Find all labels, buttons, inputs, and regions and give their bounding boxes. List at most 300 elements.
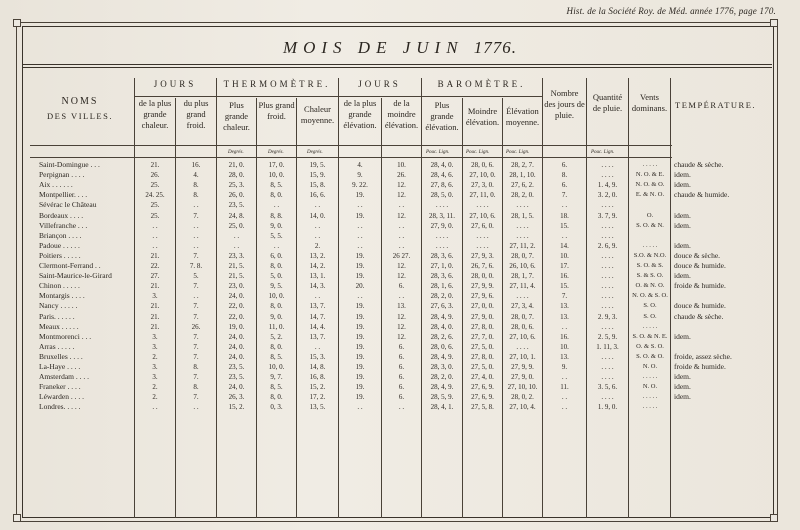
town-name: Bordeaux . . . . [39, 210, 84, 220]
day-max-elevation: 19. [355, 272, 365, 281]
rain-quantity: . . . . [601, 393, 614, 402]
baro-mean: 27, 9, 9. [511, 363, 534, 371]
baro-max: 27, 9, 0. [430, 221, 454, 230]
day-max-heat: 22. [150, 262, 160, 270]
group-rule [338, 96, 421, 97]
baro-mean: 28, 0, 7. [511, 251, 534, 260]
dominant-winds: N. O. & E. [635, 171, 665, 179]
day-max-heat: . . [152, 231, 158, 240]
therm-min: 9, 0. [270, 312, 283, 321]
baro-min: 27, 9, 6. [471, 292, 494, 301]
day-max-heat: 21. [150, 302, 160, 311]
baro-min: 27, 10, 0. [469, 171, 496, 180]
rain-days: . . [561, 322, 568, 331]
day-min-cold: 7. [193, 393, 199, 402]
dominant-winds: S. O. & S. [636, 262, 664, 269]
therm-max: 23, 5. [228, 373, 245, 382]
rain-days: 10. [560, 251, 569, 260]
day-max-heat: . . [152, 241, 158, 250]
rain-days: . . [561, 373, 568, 382]
day-max-heat: 27. [150, 272, 160, 281]
therm-max: 24, 8. [228, 211, 245, 220]
baro-min: 28, 0, 6. [471, 161, 494, 169]
day-min-elevation: 12. [397, 312, 406, 321]
town-name: Villefranche . . . [39, 220, 88, 230]
baro-min: 27, 11, 0. [469, 191, 496, 200]
day-max-heat: 2. [152, 352, 158, 361]
rain-quantity: . . . . [601, 251, 614, 260]
therm-max: 19, 0. [228, 322, 245, 331]
baro-min: 27, 4, 0. [471, 373, 494, 382]
therm-mean: . . [314, 292, 321, 301]
therm-mean: 14, 8. [309, 363, 326, 371]
baro-min: 27, 10, 6. [469, 211, 496, 220]
baro-max: 27, 6, 3. [430, 302, 454, 311]
day-max-heat: 21. [150, 161, 160, 169]
header-rule [30, 145, 672, 146]
baro-max: . . . . [435, 231, 449, 240]
therm-max: 24, 0. [228, 292, 245, 301]
dominant-winds: N. O. & O. [635, 181, 665, 189]
therm-max: 24, 0. [228, 383, 245, 392]
day-max-heat: 21. [150, 251, 160, 260]
day-max-elevation: . . [357, 292, 363, 301]
dominant-winds: O. [646, 211, 654, 219]
frame-corner [770, 514, 778, 522]
day-max-heat: . . [152, 221, 158, 230]
rain-days: 7. [561, 191, 568, 200]
rain-days: 6. [561, 161, 568, 169]
day-min-elevation: 10. [397, 161, 406, 169]
dominant-winds: S. O. & N. [636, 221, 664, 229]
table-row [0, 332, 800, 342]
header-baro-moyenne: Élévation moyenne. [505, 106, 540, 127]
names-header [30, 94, 130, 124]
title-month: MOIS DE JUIN [282, 38, 464, 57]
dominant-winds: . . . . . [642, 322, 658, 330]
day-min-cold: 7. 8. [189, 262, 203, 270]
rain-days: 7. [561, 292, 568, 301]
rain-days: 16. [560, 272, 569, 281]
table-row [0, 190, 800, 200]
day-min-cold: . . [193, 241, 199, 250]
header-vents: Vents dominans. [631, 92, 668, 113]
baro-mean: 27, 11, 2. [509, 241, 536, 250]
day-max-elevation: 19. [355, 322, 365, 331]
therm-min: . . [273, 201, 280, 210]
therm-max: 25, 0. [228, 221, 245, 230]
therm-max: 21, 5. [228, 262, 245, 270]
baro-min: 27, 7, 0. [471, 332, 494, 341]
therm-max: 23, 5. [228, 363, 245, 371]
baro-min: 27, 6, 9. [471, 393, 494, 402]
day-min-elevation: 12. [397, 181, 406, 190]
town-name: Montargis . . . . [39, 291, 85, 301]
header-jours: JOURS [153, 79, 197, 89]
frame-corner [13, 514, 21, 522]
therm-mean: 15, 8. [309, 181, 326, 190]
unit-pouces-lignes: Pouc. Lign. [426, 150, 450, 155]
dominant-winds: S.O. & N.O. [633, 251, 667, 259]
dominant-winds: . . . . . [642, 161, 658, 168]
baro-max: . . . . [435, 201, 449, 210]
rain-quantity: 3. 7, 9. [597, 211, 618, 220]
therm-mean: 15, 9. [309, 171, 326, 180]
therm-mean: . . [314, 201, 321, 210]
baro-mean: 27, 10, 4. [509, 403, 536, 412]
day-max-elevation: 19. [355, 363, 365, 371]
day-min-cold: 8. [193, 383, 199, 392]
town-name: La-Haye . . . . [39, 362, 81, 371]
rain-quantity: 2. 9, 3. [597, 312, 618, 321]
baro-mean: . . . . [516, 201, 529, 210]
rain-days: 18. [560, 211, 569, 220]
day-min-cold: 4. [193, 171, 199, 180]
day-max-heat: 2. [152, 393, 158, 402]
baro-max: . . . . [435, 241, 449, 250]
group-rule [134, 96, 216, 97]
therm-min: 8, 0. [270, 191, 283, 200]
town-name: Saint-Maurice-le-Girard [39, 271, 112, 281]
day-max-heat: 21. [150, 322, 160, 331]
day-min-elevation: 6. [398, 373, 405, 382]
town-name: Perpignan . . . . [39, 170, 85, 180]
baro-max: 28, 3, 0. [430, 363, 454, 371]
day-min-elevation: 12. [397, 191, 406, 200]
day-max-elevation: 19. [355, 262, 365, 270]
dominant-winds: N. O. & S. O. [632, 292, 668, 300]
day-min-elevation: 12. [397, 332, 406, 341]
dominant-winds: . . . . . [642, 241, 658, 249]
header-thermometre: THERMOMÈTRE. [223, 79, 331, 89]
day-min-elevation: . . [398, 201, 405, 210]
therm-min: 10, 0. [268, 171, 285, 180]
baro-min: 27, 9, 9. [471, 282, 494, 291]
table-row [0, 200, 800, 210]
baro-min: 27, 3, 0. [471, 181, 494, 190]
baro-min: . . . . [476, 231, 489, 240]
baro-max: 28, 4, 9. [430, 352, 454, 361]
day-max-heat: 21. [150, 282, 160, 291]
therm-min: 5, 2. [270, 332, 283, 341]
therm-mean: 15, 3. [309, 352, 326, 361]
day-min-elevation: . . [398, 403, 405, 412]
day-max-heat: 3. [152, 292, 158, 301]
dominant-winds: N. O. [642, 383, 658, 391]
day-max-elevation: . . [357, 241, 363, 250]
therm-mean: . . [314, 231, 321, 240]
rain-days: 11. [560, 383, 569, 392]
unit-degres: Degrés. [228, 150, 244, 155]
unit-pouces-lignes: Pouc. Lign. [591, 150, 615, 155]
table-row [0, 342, 800, 352]
header-noms: NOMS [61, 96, 99, 107]
therm-mean: . . [314, 221, 321, 230]
rain-quantity: 2. 5, 9. [597, 332, 618, 341]
day-min-cold: 7. [193, 332, 199, 341]
baro-mean: 27, 3, 4. [511, 302, 534, 311]
town-name: Nancy . . . . . [39, 301, 78, 311]
baro-max: 28, 3, 11. [429, 211, 455, 220]
day-min-cold: 7. [193, 282, 199, 291]
baro-max: 28, 5, 9. [430, 393, 454, 402]
rain-quantity: . . . . [601, 171, 614, 180]
table-row [0, 322, 800, 332]
baro-max: 28, 4, 1. [430, 403, 454, 412]
baro-mean: 28, 2, 0. [511, 191, 534, 200]
table-row [0, 382, 800, 392]
rain-quantity: . . . . [601, 302, 614, 311]
day-min-elevation: 6. [398, 282, 405, 291]
frame-corner [770, 19, 778, 27]
day-min-elevation: 6. [398, 342, 405, 351]
temperature-remark: idem. [674, 170, 691, 180]
therm-min: 8, 5. [270, 383, 283, 392]
day-min-cold: 5. [193, 272, 199, 281]
temperature-remark: idem. [674, 210, 691, 220]
day-max-heat: 2. [152, 383, 158, 392]
rain-quantity: 3. 2, 0. [597, 191, 618, 200]
day-max-elevation: 19. [355, 342, 365, 351]
baro-mean: 28, 0, 6. [511, 322, 534, 331]
rain-quantity: . . . . [601, 262, 614, 270]
town-name: Aix . . . . . . [39, 180, 73, 190]
header-baro-moindre: Moindre élévation. [465, 106, 500, 127]
rain-days: . . [561, 231, 568, 240]
therm-mean: 14, 2. [309, 262, 326, 270]
therm-min: 8, 5. [270, 181, 283, 190]
rain-quantity: . . . . [601, 231, 614, 240]
table-row [0, 271, 800, 281]
rain-quantity: . . . . [601, 272, 614, 281]
day-min-cold: 7. [193, 251, 199, 260]
day-min-cold: . . [193, 221, 199, 230]
day-min-elevation: 6. [398, 383, 405, 392]
therm-max: 26, 0. [228, 191, 245, 200]
baro-max: 28, 4, 9. [430, 312, 454, 321]
day-min-elevation: . . [398, 221, 405, 230]
baro-mean: 28, 2, 7. [511, 161, 534, 169]
baro-min: 27, 5, 0. [471, 363, 494, 371]
therm-max: 21, 5. [228, 272, 245, 281]
rain-quantity: . . . . [601, 201, 614, 210]
dominant-winds: . . . . . [642, 373, 658, 381]
therm-max: 28, 0. [228, 171, 245, 180]
header-des-villes: DES VILLES. [47, 111, 113, 121]
baro-mean: 27, 9, 0. [511, 373, 534, 382]
baro-mean: 28, 1, 7. [511, 272, 534, 281]
day-min-elevation: 12. [397, 272, 406, 281]
rain-days: 8. [561, 171, 568, 180]
rain-days: 6. [561, 181, 568, 190]
baro-max: 28, 2, 0. [430, 292, 454, 301]
temperature-remark: idem. [674, 271, 691, 281]
rain-quantity: . . . . [601, 373, 614, 382]
temperature-remark: chaude & sèche. [674, 311, 724, 321]
table-row [0, 251, 800, 261]
baro-max: 27, 1, 0. [430, 262, 454, 270]
day-max-heat: 3. [152, 342, 158, 351]
rain-days: 17. [560, 262, 569, 270]
therm-max: . . [233, 241, 240, 250]
baro-max: 28, 3, 6. [430, 272, 454, 281]
rain-days: 10. [560, 342, 569, 351]
table-row [0, 372, 800, 382]
day-max-elevation: 19. [355, 332, 365, 341]
therm-mean: 13, 1. [309, 272, 326, 281]
therm-mean: 17, 2. [309, 393, 326, 402]
day-max-elevation: 19. [355, 302, 365, 311]
day-max-elevation: . . [357, 231, 363, 240]
therm-mean: 13, 7. [309, 302, 326, 311]
day-max-elevation: 19. [355, 373, 365, 382]
therm-mean: 16, 6. [309, 191, 326, 200]
rain-days: . . [561, 403, 568, 412]
baro-mean: 27, 10, 10. [507, 383, 538, 392]
baro-min: 27, 6, 0. [471, 221, 494, 230]
day-min-cold: 7. [193, 352, 199, 361]
table-row [0, 170, 800, 180]
page-title [0, 38, 800, 58]
town-name: Saint-Domingue . . . [39, 160, 100, 169]
day-min-cold: 7. [193, 312, 199, 321]
rain-days: . . [561, 393, 568, 402]
therm-mean: 13, 7. [309, 332, 326, 341]
therm-min: 8, 0. [270, 302, 283, 311]
title-year: 1776. [473, 38, 518, 57]
header-plus-grande-chaleur: de la plus grande chaleur. [138, 98, 172, 130]
dominant-winds: S. O. [643, 312, 657, 320]
table-row [0, 180, 800, 190]
temperature-remark: idem. [674, 382, 691, 392]
dominant-winds: E. & N. O. [635, 191, 665, 199]
therm-min: 8, 5. [270, 352, 283, 361]
baro-max: 28, 3, 6. [430, 251, 454, 260]
day-min-elevation: 6. [398, 363, 405, 371]
day-min-elevation: 6. [398, 393, 405, 402]
temperature-remark: douce & sèche. [674, 250, 721, 260]
day-max-heat: 3. [152, 373, 158, 382]
rain-days: 13. [560, 302, 569, 311]
day-max-heat: 3. [152, 363, 158, 371]
baro-mean: . . . . [516, 221, 529, 230]
day-min-cold: 7. [193, 342, 199, 351]
rain-days: 13. [560, 312, 569, 321]
town-name: Arras . . . . . [39, 341, 75, 351]
day-max-heat: 25. [150, 201, 160, 210]
table-row [0, 402, 800, 412]
header-barometre: BAROMÈTRE. [437, 79, 526, 89]
rain-quantity: . . . . [601, 352, 614, 361]
day-max-elevation: 4. [357, 161, 363, 169]
day-min-elevation: 26. [397, 171, 406, 180]
town-name: Montpellier. . . . [39, 190, 88, 200]
rain-days: 13. [560, 352, 569, 361]
day-min-cold: 8. [193, 191, 199, 200]
therm-max: 21, 0. [228, 161, 245, 169]
baro-max: 28, 0, 6. [430, 342, 454, 351]
unit-pouces-lignes: Pouc. Lign. [466, 150, 490, 155]
town-name: Montmorenci . . . [39, 331, 92, 341]
baro-max: 28, 4, 0. [430, 322, 454, 331]
therm-mean: 14, 4. [309, 322, 326, 331]
table-row [0, 352, 800, 362]
rain-quantity: 1. 4, 9. [597, 181, 618, 190]
day-min-cold: 8. [193, 181, 199, 190]
header-quantite-pluie: Quantité de pluie. [592, 92, 623, 113]
therm-min: 10, 0. [268, 292, 285, 301]
baro-max: 28, 5, 0. [430, 191, 454, 200]
day-min-elevation: 12. [397, 262, 406, 270]
baro-mean: . . . . [516, 292, 529, 301]
day-max-elevation: 19. [355, 312, 365, 321]
temperature-remark: froide & humide. [674, 362, 726, 371]
baro-mean: . . . . [516, 231, 529, 240]
temperature-remark: froide & humide. [674, 281, 726, 291]
day-max-heat: . . [152, 403, 158, 412]
header-jours-2: JOURS [358, 79, 401, 89]
therm-max: 23, 5. [228, 201, 245, 210]
day-min-elevation: . . [398, 241, 405, 250]
therm-mean: 15, 2. [309, 383, 326, 392]
rain-days: . . [561, 201, 568, 210]
day-min-elevation: 6. [398, 352, 405, 361]
day-min-cold: . . [193, 201, 199, 210]
header-moindre-elevation: de la moindre élévation. [384, 98, 419, 130]
rain-quantity: . . . . [601, 363, 614, 371]
baro-max: 27, 8, 6. [430, 181, 454, 190]
table-row [0, 231, 800, 241]
baro-mean: 28, 1, 10. [509, 171, 536, 180]
day-max-heat: 21. [150, 312, 160, 321]
header-therm-froid: Plus grand froid. [258, 100, 295, 121]
baro-min: 27, 8, 0. [471, 322, 494, 331]
day-max-elevation: . . [357, 403, 363, 412]
day-min-cold: 7. [193, 373, 199, 382]
therm-min: 9, 0. [270, 221, 283, 230]
therm-max: 22, 0. [228, 302, 245, 311]
baro-mean: 28, 0, 2. [511, 393, 534, 402]
day-max-elevation: 19. [355, 211, 365, 220]
baro-mean: 27, 11, 4. [509, 282, 536, 291]
therm-max: 24, 0. [228, 332, 245, 341]
baro-min: 27, 5, 8. [471, 403, 494, 412]
dominant-winds: O. & S. O. [636, 342, 664, 350]
day-min-cold: 26. [191, 322, 201, 331]
temperature-remark: chaude & humide. [674, 190, 730, 200]
table-row [0, 221, 800, 231]
baro-max: 28, 2, 0. [430, 373, 454, 382]
day-min-elevation: 26 27. [392, 251, 411, 260]
dominant-winds: S. O. & N. E. [632, 332, 668, 340]
baro-min: 27, 5, 0. [471, 342, 494, 351]
rain-days: 16. [560, 332, 569, 341]
therm-min: . . [273, 241, 280, 250]
day-min-elevation: 12. [397, 211, 406, 220]
therm-min: 6, 0. [270, 251, 283, 260]
baro-max: 28, 1, 6. [430, 282, 454, 291]
town-name: Meaux . . . . . [39, 321, 79, 331]
therm-max: 23, 3. [228, 251, 245, 260]
day-max-heat: 25. [150, 181, 160, 190]
baro-max: 28, 4, 9. [430, 383, 454, 392]
unit-degres: Degrés. [268, 150, 284, 155]
therm-min: 10, 0. [268, 363, 285, 371]
dominant-winds: . . . . . [642, 393, 658, 401]
dominant-winds: . . . . . [642, 403, 658, 411]
therm-mean: 14, 0. [309, 211, 326, 220]
title-rule [22, 67, 772, 68]
